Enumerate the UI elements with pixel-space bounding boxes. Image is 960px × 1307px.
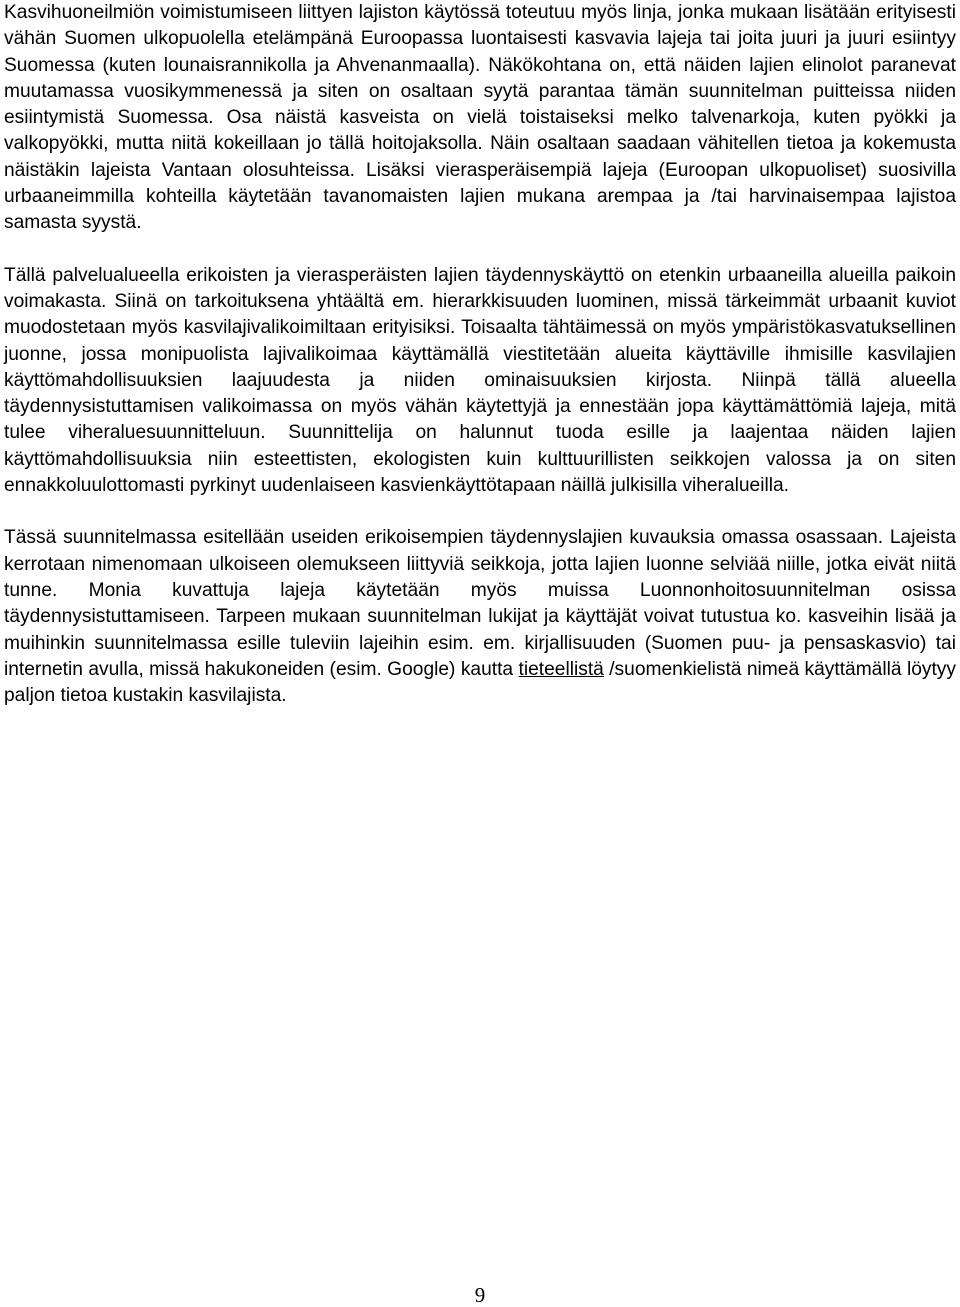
document-page (4, 0, 956, 709)
paragraph-text-end: /suomenkielistä nimeä käyttämällä löytyy paljon tietoa kustakin kasvilajista. (4, 658, 956, 707)
paragraph-special-species-use: Tällä palvelualueella erikoisten ja vierasperäisten lajien täydennyskäyttö on etenkin urbaaneilla alueilla paikoin voimakasta. Siinä on tarkoituksena yhtäältä em. hierarkkisuuden luominen, missä tärkeimmät urbaanit kuviot muodostetaan myös kasvilajivalikoimiltaan erityisiksi. Toisaalta tähtäimessä on myös ympäristökasvatuksellinen juonne, jossa monipuolista lajivalikoimaa käyttämällä viestitetään alueita käyttäville ihmisille kasvilajien käyttömahdollisuuksien laajuudesta ja niiden ominaisuuksien kirjosta. Niinpä tällä alueella täydennysistuttamisen valikoimassa on myös vähän käytettyjä ja ennestään jopa käyttämättömiä lajeja, mitä tulee viheraluesuunnitteluun. Suunnittelija on halunnut tuoda esille ja laajentaa näiden lajien käyttömahdollisuuksia niin esteettisten, ekologisten kuin kulttuurillisten seikkojen valossa ja on siten ennakkoluulottomasti pyrkinyt uudenlaiseen kasvienkäyttötapaan näillä julkisilla viheralueilla. (4, 264, 956, 497)
page-number: 9 (474, 1283, 486, 1307)
paragraph-climate-species: Kasvihuoneilmiön voimistumiseen liittyen lajiston käytössä toteutuu myös linja, jonka mukaan lisätään erityisesti vähän Suomen ulkopuolella etelämpänä Euroopassa luontaisesti kasvavia lajeja tai joita juuri ja juuri esiintyy Suomessa (kuten lounaisrannikolla ja Ahvenanmaalla). Näkökohtana on, että näiden lajien elinolot paranevat muutamassa vuosikymmenessä ja siten on osaltaan syytä parantaa tämän suunnitelman puitteissa niiden esiintymistä Suomessa. Osa näistä kasveista on vielä toistaiseksi melko talvenarkoja, kuten pyökki ja valkopyökki, mutta niitä kokeillaan jo tällä hoitojaksolla. Näin osaltaan saadaan vähitellen tietoa ja kokemusta näistäkin lajeista Vantaan olosuhteissa. Lisäksi vierasperäisempiä lajeja (Euroopan ulkopuoliset) suosivilla urbaaneimmilla kohteilla käytetään tavanomaisten lajien mukana arempaa ja /tai harvinaisempaa lajistoa samasta syystä. (4, 2, 956, 234)
underlined-word: tieteellistä (518, 658, 604, 680)
paragraph-species-descriptions (4, 525, 956, 709)
paragraph-text-start: Tässä suunnitelmassa esitellään useiden erikoisempien täydennyslajien kuvauksia omassa osassaan. Lajeista kerrotaan nimenomaan ulkoiseen olemukseen liittyviä seikkoja, jotta lajien luonne selviää niille, jotka eivät niitä tunne. Monia kuvattuja lajeja käytetään myös muissa Luonnonhoitosuunnitelman osissa täydennysistuttamiseen. Tarpeen mukaan suunnitelman lukijat ja käyttäjät voivat tutustua ko. kasveihin lisää ja muihinkin suunnitelmassa esille tuleviin lajeihin esim. em. kirjallisuuden (Suomen puu- ja pensaskasvio) tai internetin avulla, missä hakukoneiden (esim. Google) kautta (4, 527, 956, 680)
